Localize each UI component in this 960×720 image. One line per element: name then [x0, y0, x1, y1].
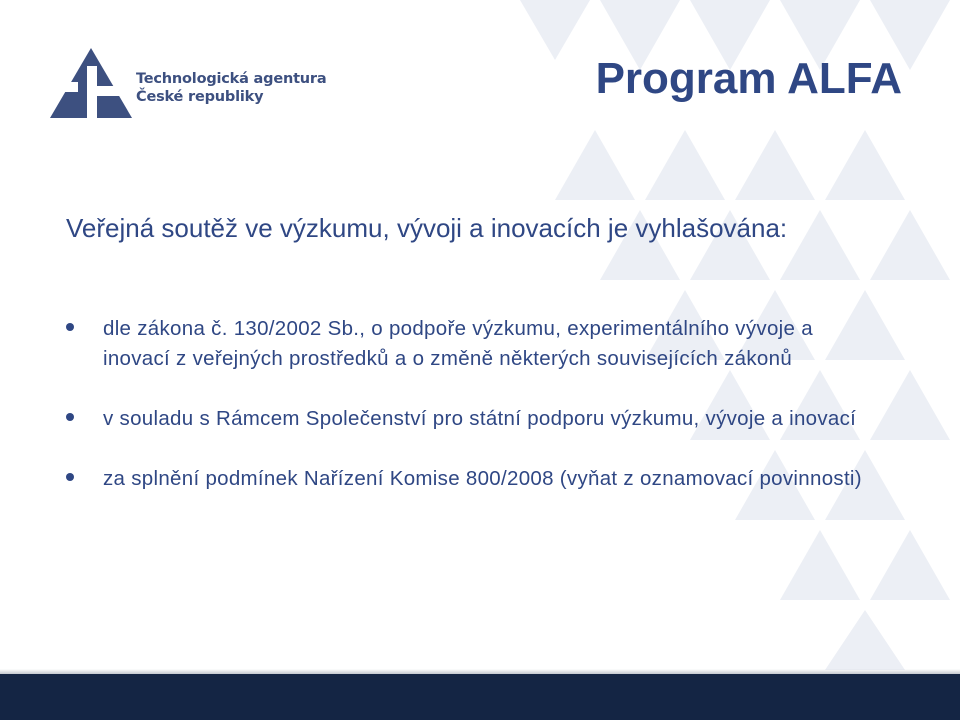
bullet-text: dle zákona č. 130/2002 Sb., o podpoře výzkumu, experimentálního vývoje a inovací z veřejných prostředků a o změně některých souvisejících zákonů	[103, 317, 813, 370]
bullet-list	[66, 314, 866, 524]
bullet-dot-icon	[66, 413, 74, 421]
bullet-text: za splnění podmínek Nařízení Komise 800/2008 (vyňat z oznamovací povinnosti)	[103, 467, 862, 490]
intro-text: Veřejná soutěž ve výzkumu, vývoji a inovacích je vyhlašována:	[66, 213, 788, 243]
tacr-triangle-logo-icon	[46, 46, 136, 126]
logo	[46, 46, 327, 126]
bullet-text: v souladu s Rámcem Společenství pro státní podporu výzkumu, vývoje a inovací	[103, 407, 857, 430]
bullet-dot-icon	[66, 323, 74, 331]
logo-wordmark	[136, 70, 326, 106]
bullet-item	[66, 464, 866, 494]
slide-title: Program ALFA	[595, 54, 902, 103]
logo-line-2: České republiky	[136, 89, 264, 105]
bullet-item	[66, 404, 866, 434]
footer-bar	[0, 674, 960, 720]
logo-line-1: Technologická agentura	[136, 71, 327, 87]
bullet-item	[66, 314, 866, 374]
bullet-dot-icon	[66, 473, 74, 481]
